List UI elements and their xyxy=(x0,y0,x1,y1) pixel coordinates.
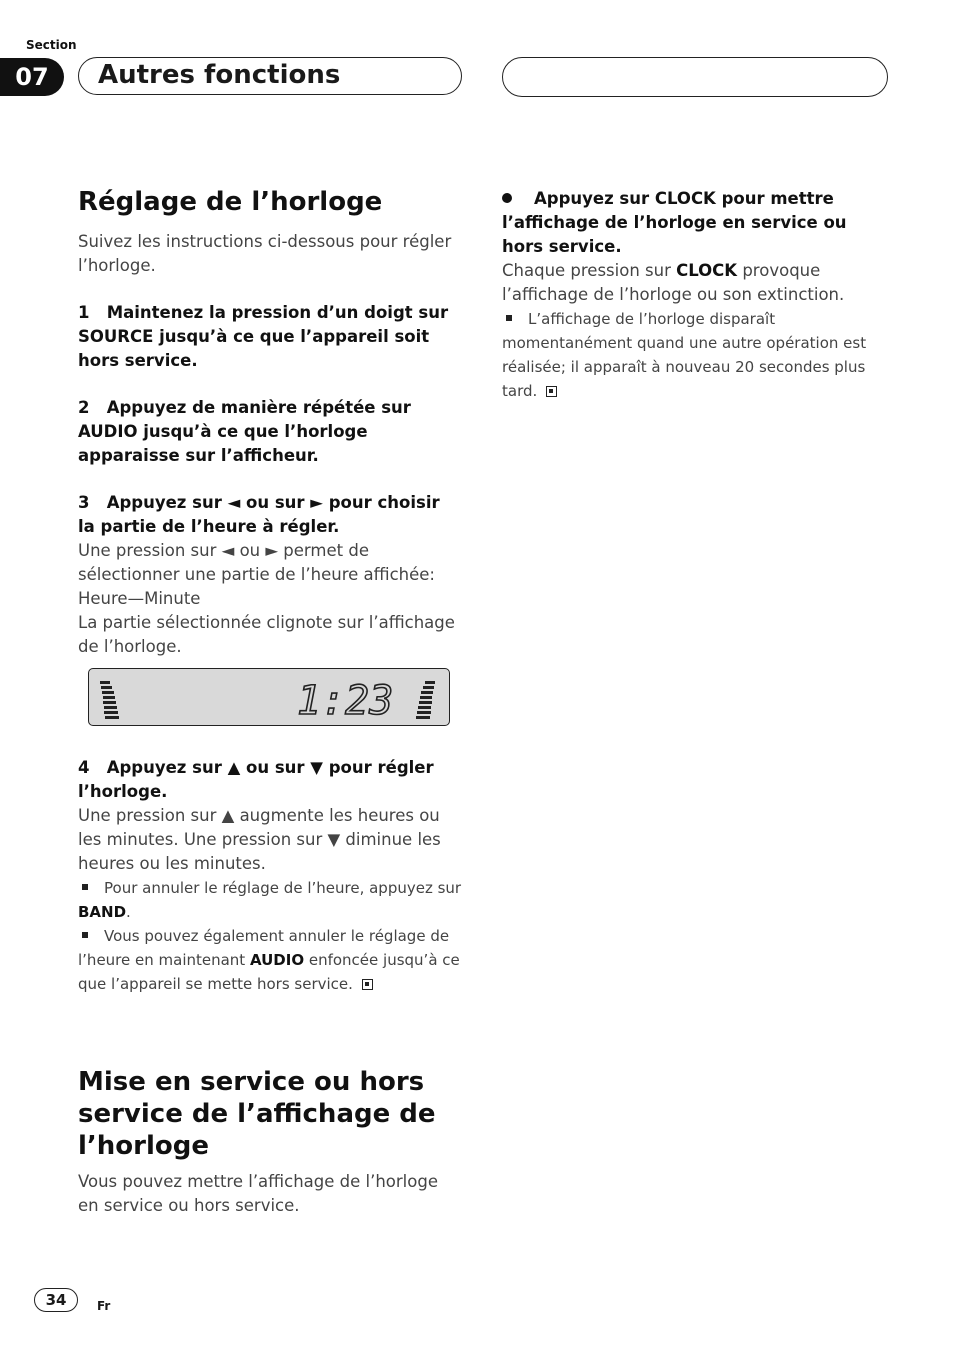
section-label: Section xyxy=(26,38,77,52)
display-section-title: Mise en service ou hors service de l’affichage de l’horloge xyxy=(78,1067,436,1161)
end-mark-icon xyxy=(362,979,373,990)
clock-intro: Suivez les instructions ci-dessous pour régler l’horloge. xyxy=(78,232,452,275)
bullet-dot-icon xyxy=(502,193,512,203)
step-2: 2 Appuyez de manière répétée sur AUDIO jusqu’à ce que l’horloge apparaisse sur l’afficheur. xyxy=(78,398,411,465)
right-column xyxy=(502,187,888,403)
display-graphic xyxy=(89,669,448,724)
display-intro: Vous pouvez mettre l’affichage de l’horloge en service ou hors service. xyxy=(78,1172,438,1215)
clock-note: L’affichage de l’horloge disparaît momentanément quand une autre opération est réalisée; il apparaît à nouveau 20 secondes plus tard. xyxy=(502,310,867,400)
step-3-text-2: Heure—Minute xyxy=(78,589,201,608)
language-label: Fr xyxy=(97,1299,111,1313)
note-cancel-band: Pour annuler le réglage de l’heure, appuyez sur BAND. xyxy=(78,879,462,921)
clock-display-illustration xyxy=(88,668,450,726)
section-title: Autres fonctions xyxy=(98,60,341,90)
header-right-frame xyxy=(502,57,888,97)
band-key: BAND xyxy=(78,903,127,921)
right-level-bars xyxy=(416,681,435,719)
left-column-lower xyxy=(78,756,462,1218)
clock-section-title: Réglage de l’horloge xyxy=(78,187,383,217)
note-square-icon xyxy=(506,315,512,321)
left-column xyxy=(78,186,462,659)
clock-bullet: Appuyez sur CLOCK pour mettre l’affichage de l’horloge en service ou hors service. xyxy=(502,189,847,256)
end-mark-icon xyxy=(546,386,557,397)
clock-text: Chaque pression sur CLOCK provoque l’affichage de l’horloge ou son extinction. xyxy=(502,261,845,304)
note-square-icon xyxy=(82,932,88,938)
clock-key: CLOCK xyxy=(676,261,738,280)
display-time: 1:23 xyxy=(297,678,394,724)
audio-key: AUDIO xyxy=(249,951,305,969)
section-number: 07 xyxy=(0,58,64,96)
step-4: 4 Appuyez sur ▲ ou sur ▼ pour régler l’horloge. xyxy=(78,758,434,801)
left-level-bars xyxy=(100,681,119,719)
step-4-text: Une pression sur ▲ augmente les heures ou les minutes. Une pression sur ▼ diminue les heures ou les minutes. xyxy=(78,806,441,873)
step-3: 3 Appuyez sur ◄ ou sur ► pour choisir la partie de l’heure à régler. xyxy=(78,493,440,536)
page-number: 34 xyxy=(34,1288,78,1312)
step-3-text-1: Une pression sur ◄ ou ► permet de sélectionner une partie de l’heure affichée: xyxy=(78,541,435,584)
step-1: 1 Maintenez la pression d’un doigt sur SOURCE jusqu’à ce que l’appareil soit hors service. xyxy=(78,303,449,370)
note-cancel-audio: Vous pouvez également annuler le réglage de l’heure en maintenant AUDIO enfoncée jusqu’à ce que l’appareil se mette hors service. xyxy=(78,927,460,993)
step-3-text-3: La partie sélectionnée clignote sur l’affichage de l’horloge. xyxy=(78,613,455,656)
note-square-icon xyxy=(82,884,88,890)
